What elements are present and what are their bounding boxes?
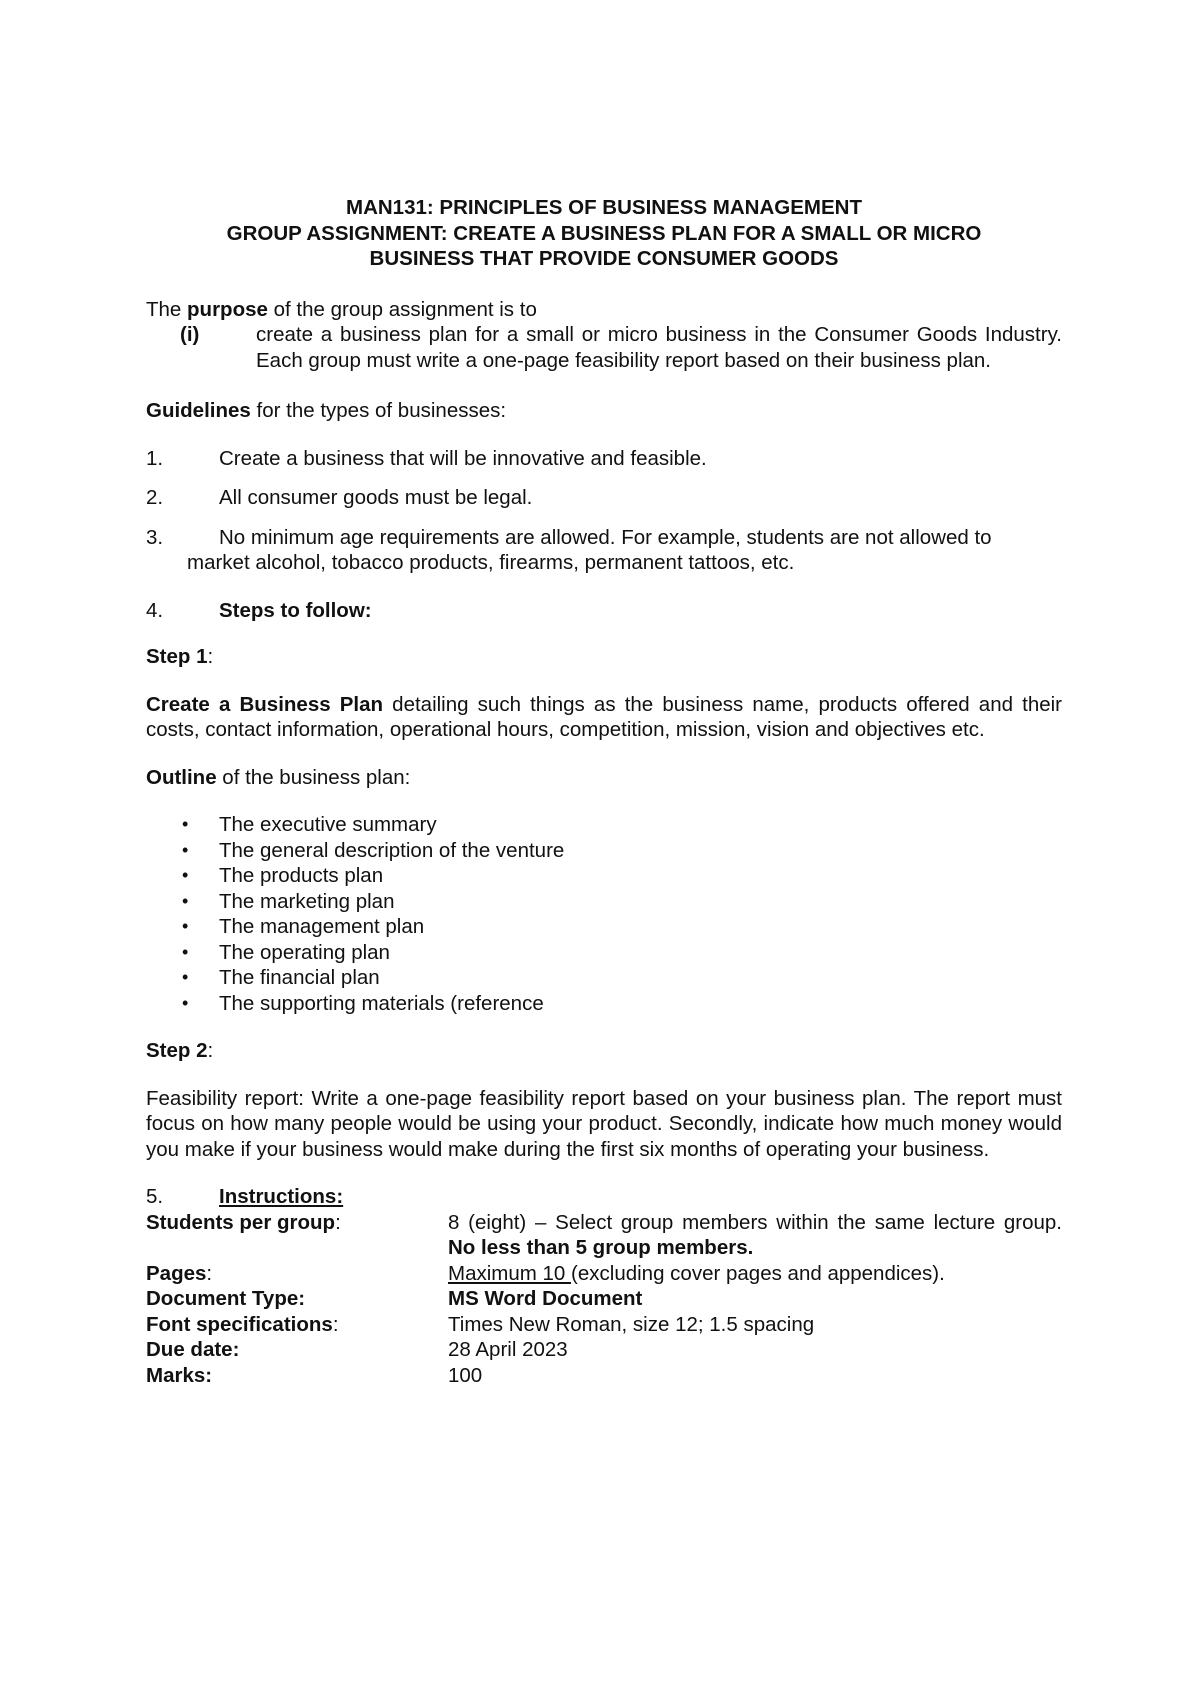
guideline-item: 1. Create a business that will be innovative and feasible. <box>146 446 707 470</box>
list-item: • The management plan <box>182 915 425 938</box>
list-item: • The products plan <box>182 864 384 887</box>
step1-label: Step 1: <box>146 645 214 668</box>
outline-list <box>146 812 1062 1016</box>
instr-marks-row: Marks: 100 <box>146 1363 483 1387</box>
guideline-item: 3. No minimum age requirements are allowed. For example, students are not allowed to market alcohol, tobacco products, firearms, permanent tattoos, etc. <box>146 525 992 574</box>
list-item: • The financial plan <box>182 966 380 989</box>
purpose-item-text: create a business plan for a small or micro business in the Consumer Goods Industry. Each group must write a one-page feasibility report based on their business plan. <box>256 323 1062 372</box>
purpose-item <box>146 322 1062 373</box>
outline-lead: Outline of the business plan: <box>146 765 411 789</box>
purpose-item-marker: (i) <box>180 323 200 346</box>
instr-doctype-row: Document Type: MS Word Document <box>146 1287 643 1310</box>
guidelines-lead: Guidelines for the types of businesses: <box>146 399 507 422</box>
step2-label: Step 2: <box>146 1039 214 1062</box>
assignment-title-line2: BUSINESS THAT PROVIDE CONSUMER GOODS <box>369 247 839 270</box>
list-item: • The general description of the venture <box>182 838 565 862</box>
step1-text: Create a Business Plan detailing such things as the business name, products offered and their costs, contact information, operational hours, competition, mission, vision and objectives etc. <box>146 692 1063 741</box>
list-item: • The supporting materials (reference <box>182 991 544 1015</box>
purpose-lead: The purpose of the group assignment is to <box>146 297 537 321</box>
assignment-title-line1: GROUP ASSIGNMENT: CREATE A BUSINESS PLAN FOR A SMALL OR MICRO <box>226 221 982 245</box>
step2-text: Feasibility report: Write a one-page feasibility report based on your business plan. The report must focus on how many people would be using your product. Secondly, indicate how much money would you make if your business would make during the first six months of operating your business. <box>146 1086 1062 1161</box>
instructions-heading: 5. Instructions: <box>146 1185 344 1208</box>
instr-font-row: Font specifications: Times New Roman, size 12; 1.5 spacing <box>146 1312 815 1336</box>
guideline-item: 2. All consumer goods must be legal. <box>146 486 533 509</box>
instr-students-row: Students per group: 8 (eight) – Select group members within the same lecture group. No less than 5 group members. <box>146 1210 1062 1259</box>
instr-pages-row: Pages: Maximum 10 (excluding cover pages and appendices). <box>146 1261 945 1285</box>
list-item: • The executive summary <box>182 813 437 836</box>
instr-due-row: Due date: 28 April 2023 <box>146 1338 568 1361</box>
course-title: MAN131: PRINCIPLES OF BUSINESS MANAGEMENT <box>346 196 862 219</box>
list-item: • The operating plan <box>182 940 390 964</box>
steps-heading: 4. Steps to follow: <box>146 598 372 622</box>
document-page <box>146 195 1062 1388</box>
list-item: • The marketing plan <box>182 889 395 913</box>
